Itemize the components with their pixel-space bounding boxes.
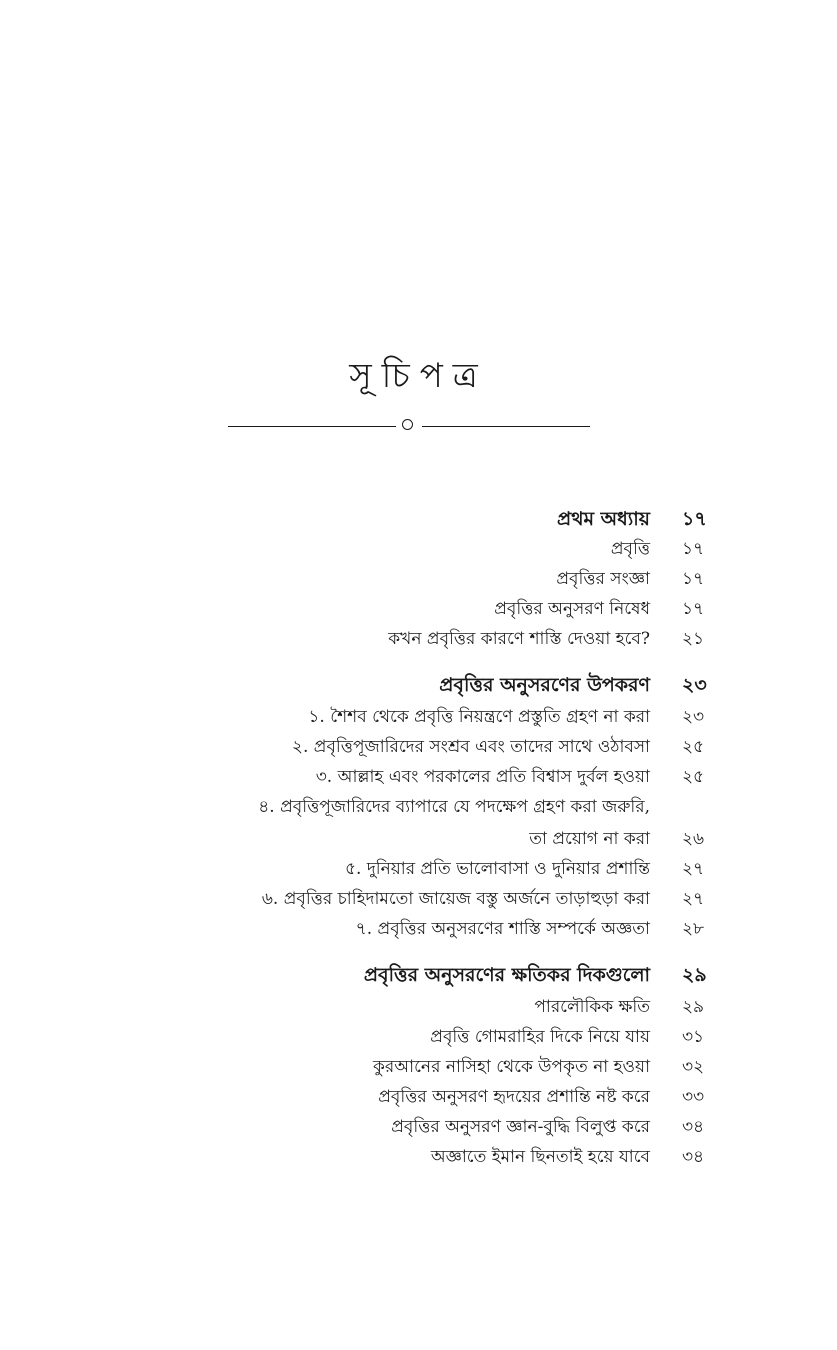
toc-entry-page: ২৩ [682,674,707,696]
toc-entry-text: কখন প্রবৃত্তির কারণে শাস্তি দেওয়া হবে? [388,629,650,649]
toc-entry-page: ২১ [682,629,705,649]
toc-entry-text: প্রবৃত্তি [610,539,650,559]
toc-entry-page: ২৯ [682,964,707,986]
toc-entry [0,824,837,854]
toc-entry-page: ২৭ [682,859,705,879]
toc-entry-text: প্রবৃত্তির সংজ্ঞা [556,569,650,589]
toc-entry-text: ৭. প্রবৃত্তির অনুসরণের শাস্তি সম্পর্কে অজ্ঞতা [355,919,650,939]
page-title: সূচিপত্র [349,356,488,396]
toc-entry [0,884,837,914]
toc-entry-page: ২৭ [682,889,705,909]
toc-entry-page: ২৮ [682,919,705,939]
toc-entry-text: প্রথম অধ্যায় [557,508,650,530]
toc-entry-heading [0,670,837,700]
toc-entry-text: ২. প্রবৃত্তিপূজারিদের সংশ্রব এবং তাদের সাথে ওঠাবসা [291,737,650,757]
toc-entry [0,1082,837,1112]
toc-entry [0,1052,837,1082]
toc-entry [0,534,837,564]
toc-entry [0,1022,837,1052]
toc-entry-text: অজ্ঞাতে ইমান ছিনতাই হয়ে যাবে [430,1147,650,1167]
toc-entry-page: ২৬ [682,829,705,849]
toc-entry-text: প্রবৃত্তির অনুসরণের উপকরণ [439,674,650,696]
toc-entry-text: পারলৌকিক ক্ষতি [534,997,650,1017]
toc-entry [0,992,837,1022]
toc-entry-text: ১. শৈশব থেকে প্রবৃত্তি নিয়ন্ত্রণে প্রস্তুতি গ্রহণ না করা [308,707,650,727]
toc-entry [0,914,837,944]
toc-entry-page: ৩৪ [682,1147,705,1167]
toc-entry [0,792,837,822]
toc-entry-text: প্রবৃত্তির অনুসরণ হৃদয়ের প্রশান্তি নষ্ট করে [378,1087,650,1107]
toc-entry-page: ৩৩ [682,1087,705,1107]
toc-entry-text: প্রবৃত্তি গোমরাহির দিকে নিয়ে যায় [430,1027,650,1047]
toc-entry-page: ১৭ [682,539,705,559]
toc-entry-text: প্রবৃত্তির অনুসরণ নিষেধ [494,599,650,619]
toc-entry-page: ৩১ [682,1027,705,1047]
toc-entry-text: ৫. দুনিয়ার প্রতি ভালোবাসা ও দুনিয়ার প্রশান্তি [345,859,650,879]
toc-entry [0,1142,837,1172]
toc-entry-page: ৩৪ [682,1117,705,1137]
toc-entry [0,624,837,654]
toc-entry [0,854,837,884]
toc-entry [0,732,837,762]
toc-entry-heading [0,504,837,534]
toc-entry-text: কুরআনের নাসিহা থেকে উপকৃত না হওয়া [373,1057,650,1077]
toc-entry [0,594,837,624]
toc-entry-text: ৪. প্রবৃত্তিপূজারিদের ব্যাপারে যে পদক্ষেপ গ্রহণ করা জরুরি, [258,797,650,817]
toc-entry [0,564,837,594]
toc-entry-page: ১৭ [682,599,705,619]
toc-entry-page: ২৩ [682,707,705,727]
divider-circle-ornament [402,419,413,430]
toc-entry-text: ৩. আল্লাহ এবং পরকালের প্রতি বিশ্বাস দুর্বল হওয়া [315,767,650,787]
toc-entry-page: ১৭ [682,508,707,530]
toc-entry-page: ৩২ [682,1057,705,1077]
divider-line-left [228,426,396,427]
toc-entry [0,762,837,792]
toc-entry-text: প্রবৃত্তির অনুসরণ জ্ঞান-বুদ্ধি বিলুপ্ত করে [391,1117,650,1137]
toc-entry-page: ২৫ [682,737,705,757]
divider-line-right [422,426,590,427]
toc-entry-text: ৬. প্রবৃত্তির চাহিদামতো জায়েজ বস্তু অর্জনে তাড়াহুড়া করা [261,889,650,909]
toc-entry-page: ১৭ [682,569,705,589]
toc-entry-text: প্রবৃত্তির অনুসরণের ক্ষতিকর দিকগুলো [363,964,650,986]
toc-entry-page: ২৯ [682,997,705,1017]
toc-entry [0,702,837,732]
toc-entry [0,1112,837,1142]
title-divider [228,418,590,434]
toc-entry-heading [0,960,837,990]
toc-entry-page: ২৫ [682,767,705,787]
toc-entry-text: তা প্রয়োগ না করা [529,829,650,849]
